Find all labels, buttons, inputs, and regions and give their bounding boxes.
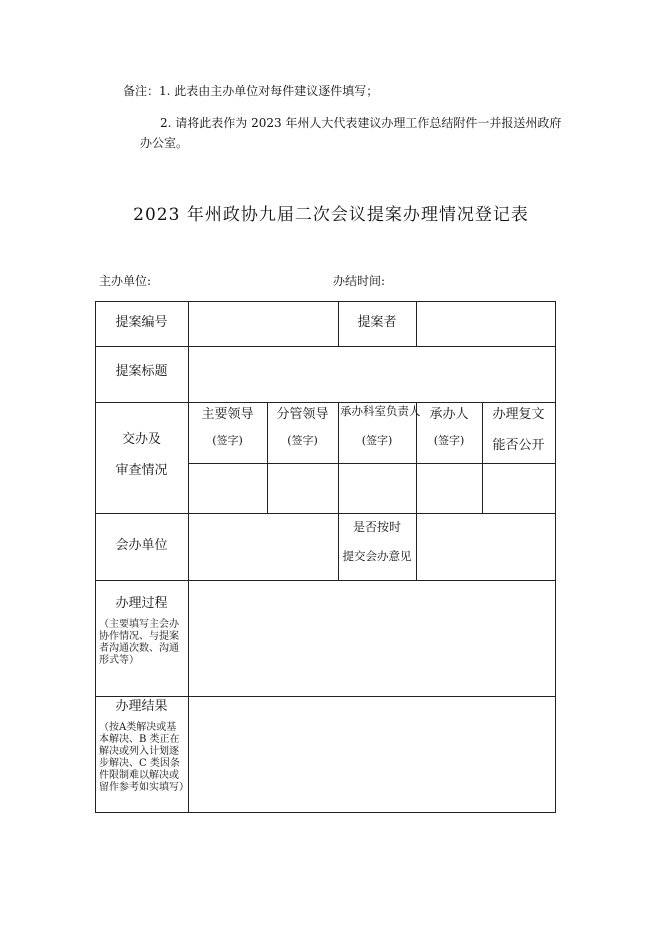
result-note: （按A类解决或基本解决、B 类正在解决或列入计划逐步解决、C 类因条件限制难以解决或留作参考如实填写）	[99, 722, 189, 793]
dept-head-sign-cell[interactable]	[338, 463, 416, 513]
label-process: 办理过程	[115, 596, 168, 611]
process-note: （主要填写主会办协作情况、与提案者沟通次数、沟通形式等）	[99, 619, 179, 666]
label-ontime-1: 是否按时	[352, 520, 401, 534]
handler-sign-cell[interactable]	[416, 463, 482, 513]
sign-note: (签字)	[212, 434, 243, 447]
process-value[interactable]	[188, 580, 555, 696]
page-title: 2023 年州政协九届二次会议提案办理情况登记表	[133, 205, 529, 225]
table-rule	[95, 812, 556, 813]
result-value[interactable]	[188, 696, 555, 812]
host-unit-label: 主办单位:	[99, 274, 152, 288]
header-dept-head: 承办科室负责人	[340, 404, 421, 418]
sign-note: (签字)	[361, 434, 393, 447]
proposal-title-value[interactable]	[188, 346, 555, 402]
sign-note: (签字)	[433, 434, 465, 447]
proposer-value[interactable]	[416, 301, 555, 346]
completion-time-label: 办结时间:	[333, 274, 386, 288]
label-ontime-2: 提交会办意见	[342, 549, 412, 563]
label-proposer: 提案者	[357, 315, 397, 330]
table-rule	[555, 301, 556, 812]
note-line-2: 2. 请将此表作为 2023 年州人大代表建议办理工作总结附件一并报送州政府	[160, 116, 562, 130]
label-co-unit: 会办单位	[115, 538, 168, 553]
header-charge-leader: 分管领导	[276, 407, 329, 422]
label-proposal-no: 提案编号	[115, 315, 168, 330]
label-result: 办理结果	[115, 699, 168, 714]
header-handler: 承办人	[429, 407, 469, 422]
main-leader-sign-cell[interactable]	[188, 463, 267, 513]
header-main-leader: 主要领导	[201, 407, 254, 422]
note-line-1: 备注：1. 此表由主办单位对每件建议逐件填写；	[123, 84, 379, 98]
reply-public-cell[interactable]	[482, 463, 555, 513]
label-assign-review-2: 审查情况	[115, 463, 168, 478]
ontime-value[interactable]	[416, 513, 555, 580]
co-unit-value[interactable]	[188, 513, 338, 580]
sign-note: (签字)	[287, 434, 318, 447]
note-line-3: 办公室。	[140, 136, 189, 150]
proposal-no-value[interactable]	[188, 301, 338, 346]
charge-leader-sign-cell[interactable]	[267, 463, 338, 513]
header-reply-public-2: 能否公开	[492, 438, 545, 453]
label-proposal-title: 提案标题	[115, 364, 168, 379]
label-assign-review-1: 交办及	[121, 432, 161, 447]
header-reply-public-1: 办理复文	[492, 407, 545, 422]
